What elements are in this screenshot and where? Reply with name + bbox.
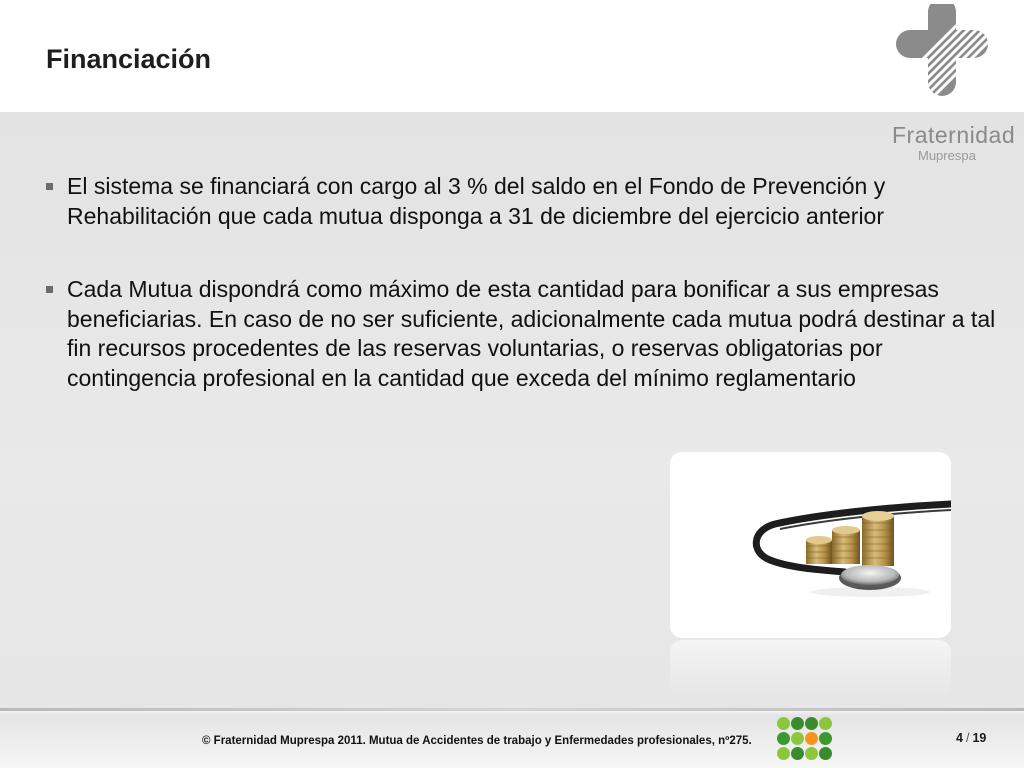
cross-logo-icon	[890, 4, 1000, 114]
page-separator: /	[965, 731, 970, 745]
slide-header	[0, 0, 1024, 112]
square-bullet-icon	[46, 286, 53, 293]
bullet-item	[46, 275, 996, 393]
dot-icon	[777, 747, 790, 760]
bullet-text: Cada Mutua dispondrá como máximo de esta cantidad para bonificar a sus empresas beneficiarias. En caso de no ser suficiente, adicionalmente cada mutua podrá destinar a tal fin recursos procedentes de las reservas voluntarias, o reservas obligatorias por contingencia profesional en la cantidad que exceda del mínimo reglamentario	[67, 276, 996, 391]
dot-icon	[819, 732, 832, 745]
logo-subname: Muprespa	[918, 148, 976, 163]
dot-icon	[805, 747, 818, 760]
logo-name: Fraternidad	[892, 122, 1016, 148]
bullet-item	[46, 172, 996, 231]
square-bullet-icon	[46, 183, 53, 190]
bullet-list	[46, 172, 996, 437]
slide-title: Financiación	[46, 44, 212, 74]
dot-icon	[791, 732, 804, 745]
footer-divider	[0, 708, 1024, 711]
dot-icon	[791, 747, 804, 760]
footer-copyright: © Fraternidad Muprespa 2011. Mutua de Accidentes de trabajo y Enfermedades profesionales, nº275.	[202, 735, 752, 747]
dot-icon	[791, 717, 804, 730]
dot-icon	[805, 717, 818, 730]
bullet-text: El sistema se financiará con cargo al 3 % del saldo en el Fondo de Prevención y Rehabilitación que cada mutua disponga a 31 de diciembre del ejercicio anterior	[67, 173, 886, 229]
stethoscope-coins-image	[670, 452, 951, 638]
page-total: 19	[972, 731, 987, 745]
fraternidad-logo	[880, 4, 1020, 164]
dot-icon	[805, 732, 818, 745]
dot-icon	[819, 747, 832, 760]
dot-icon	[777, 717, 790, 730]
image-reflection	[670, 640, 951, 698]
page-current: 4	[956, 731, 963, 745]
dot-grid-logo-icon	[776, 716, 834, 762]
stethoscope-coins-illustration	[670, 452, 951, 638]
dot-icon	[777, 732, 790, 745]
dot-icon	[819, 717, 832, 730]
page-number	[956, 731, 986, 745]
